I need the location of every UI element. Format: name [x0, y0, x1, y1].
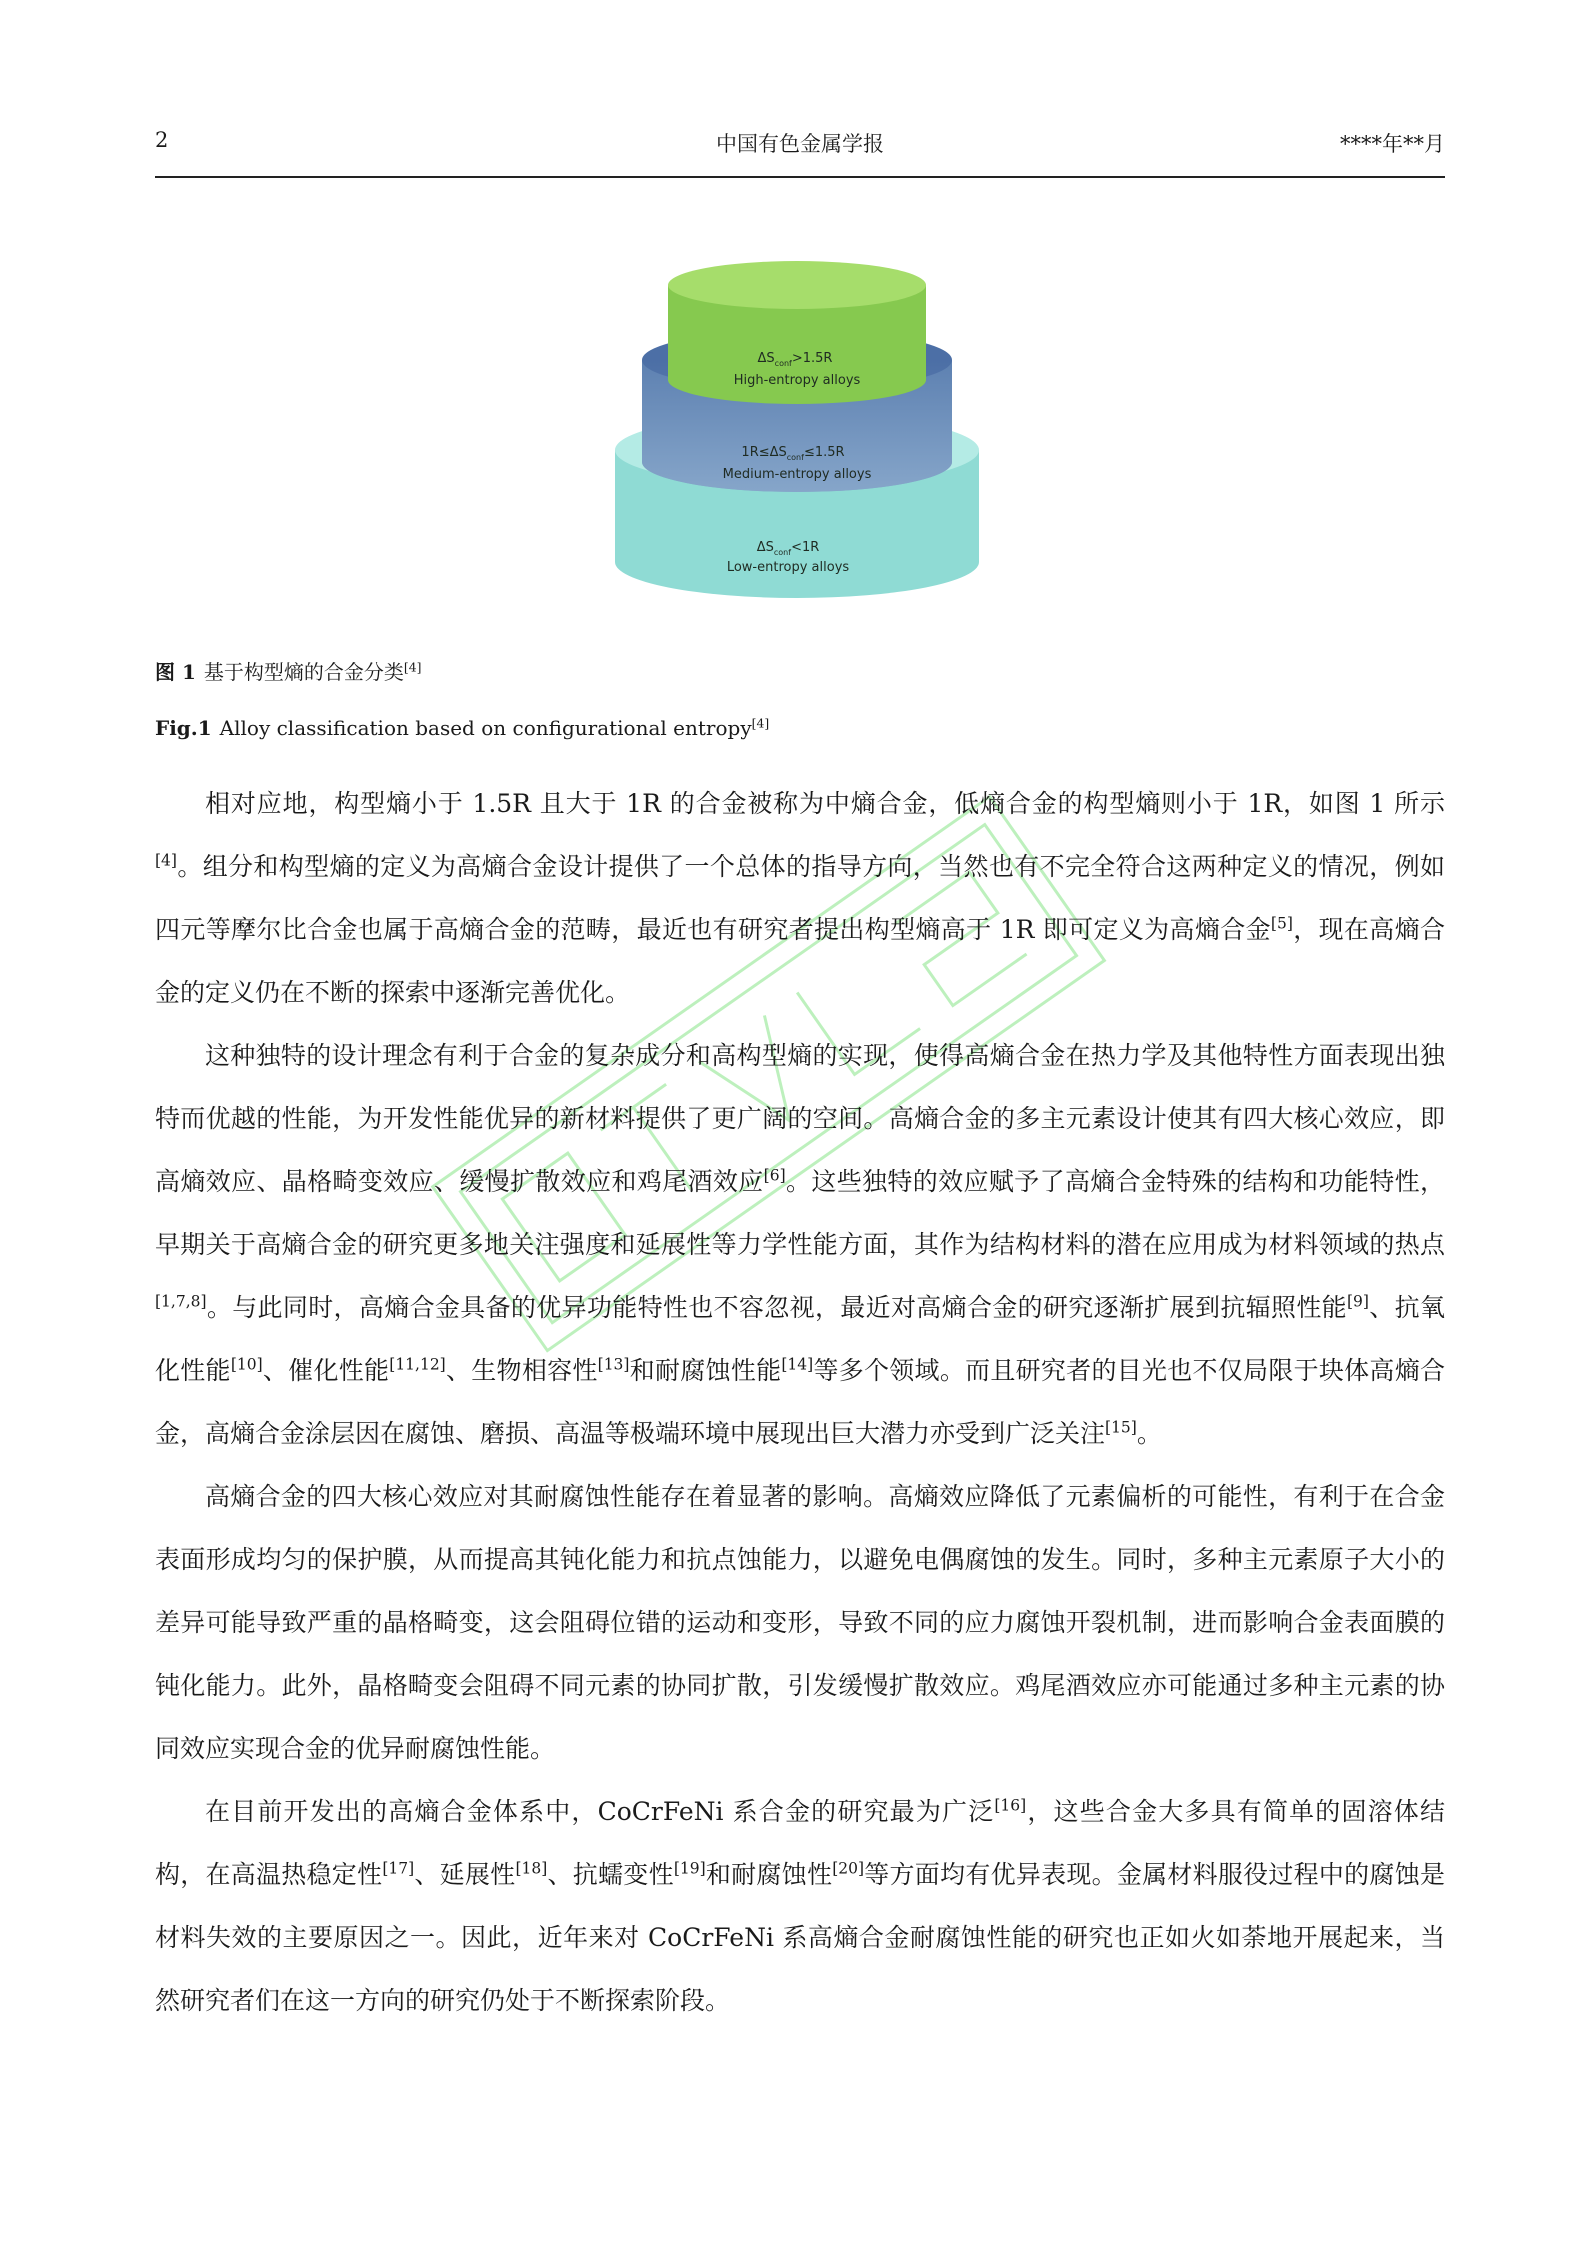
- entropy-classification-figure: [610, 240, 985, 600]
- text-run: 等多个领域。而且研究者的目光也不仅局限于块体高熵合金，高熵合金涂层因在腐蚀、磨损、高温等极端环境中展现出巨大潜力亦受到广泛关注: [155, 1356, 1445, 1448]
- citation-ref: [10]: [230, 1355, 263, 1374]
- citation-ref: [19]: [673, 1859, 706, 1878]
- figure-caption-en: [155, 716, 769, 740]
- citation-ref: [16]: [994, 1796, 1027, 1815]
- caption-en-ref: [4]: [751, 715, 770, 731]
- issue-date: ****年**月: [1340, 132, 1445, 156]
- tier-low-condition: $\Delta S_{conf}<1R$: [756, 540, 820, 557]
- figure-caption-cn: [155, 656, 421, 685]
- citation-ref: [15]: [1105, 1418, 1137, 1437]
- text-run: 这种独特的设计理念有利于合金的复杂成分和高构型熵的实现，使得高熵合金在热力学及其他特性方面表现出独特而优越的性能，为开发性能优异的新材料提供了更广阔的空间。高熵合金的多主元素设计使其有四大核心效应，即高熵效应、晶格畸变效应、缓慢扩散效应和鸡尾酒效应: [155, 1041, 1445, 1196]
- citation-ref: [9]: [1347, 1292, 1369, 1311]
- citation-ref: [17]: [382, 1859, 415, 1878]
- tier-low-label: Low-entropy alloys: [726, 560, 850, 575]
- text-run: 、生物相容性: [445, 1356, 598, 1385]
- paragraph: [155, 1780, 1445, 2032]
- text-run: 在目前开发出的高熵合金体系中，CoCrFeNi 系合金的研究最为广泛: [205, 1797, 995, 1826]
- caption-cn-text: 基于构型熵的合金分类: [203, 660, 404, 684]
- citation-ref: [13]: [597, 1355, 630, 1374]
- running-header: [155, 128, 1445, 162]
- page-number: 2: [155, 128, 169, 152]
- caption-cn-ref: [4]: [403, 659, 422, 675]
- header-rule: [155, 176, 1445, 178]
- citation-ref: [6]: [763, 1166, 786, 1185]
- journal-title: 中国有色金属学报: [716, 132, 884, 156]
- paragraph: [155, 1024, 1445, 1465]
- paragraph: [155, 1465, 1445, 1780]
- text-run: 、抗蠕变性: [547, 1860, 674, 1889]
- text-run: 、延展性: [414, 1860, 516, 1889]
- text-run: 。与此同时，高熵合金具备的优异功能特性也不容忽视，最近对高熵合金的研究逐渐扩展到抗辐照性能: [206, 1293, 1347, 1322]
- text-run: 和耐腐蚀性: [705, 1860, 833, 1889]
- tier-high-condition: $\Delta S_{conf}>1.5R$: [757, 351, 833, 368]
- tier-medium-condition: $1R\le\Delta S_{conf}\le 1.5R$: [741, 445, 845, 462]
- text-run: 。: [1136, 1419, 1162, 1448]
- tier-high-label: High-entropy alloys: [733, 373, 861, 388]
- text-run: 等方面均有优异表现。金属材料服役过程中的腐蚀是材料失效的主要原因之一。因此，近年来对 CoCrFeNi 系高熵合金耐腐蚀性能的研究也正如火如荼地开展起来，当然研究者们在这一方向的研究仍处于不断探索阶段。: [155, 1860, 1445, 2015]
- citation-ref: [1,7,8]: [155, 1292, 207, 1311]
- tier-medium-label: Medium-entropy alloys: [722, 467, 872, 482]
- text-run: 相对应地，构型熵小于 1.5R 且大于 1R 的合金被称为中熵合金，低熵合金的构型熵则小于 1R，如图 1 所示: [205, 789, 1445, 818]
- caption-en-text: Alloy classification based on configurational entropy: [219, 716, 752, 740]
- caption-cn-label: 图 1: [155, 660, 196, 684]
- tiered-cake-diagram: [610, 240, 985, 600]
- text-run: ，现在高熵合金的定义仍在不断的探索中逐渐完善优化。: [155, 915, 1445, 1007]
- citation-ref: [11,12]: [389, 1355, 446, 1374]
- citation-ref: [5]: [1270, 914, 1293, 933]
- caption-en-label: Fig.1: [155, 716, 212, 740]
- text-run: 和耐腐蚀性能: [629, 1356, 782, 1385]
- citation-ref: [18]: [515, 1859, 548, 1878]
- article-body: [155, 772, 1445, 2032]
- text-run: 、抗氧化性能: [155, 1293, 1445, 1385]
- text-run: 。这些独特的效应赋予了高熵合金特殊的结构和功能特性，早期关于高熵合金的研究更多地关注强度和延展性等力学性能方面，其作为结构材料的潜在应用成为材料领域的热点: [155, 1167, 1445, 1259]
- text-run: ，这些合金大多具有简单的固溶体结构，在高温热稳定性: [155, 1797, 1445, 1889]
- citation-ref: [14]: [781, 1355, 814, 1374]
- text-run: 高熵合金的四大核心效应对其耐腐蚀性能存在着显著的影响。高熵效应降低了元素偏析的可能性，有利于在合金表面形成均匀的保护膜，从而提高其钝化能力和抗点蚀能力，以避免电偶腐蚀的发生。同时，多种主元素原子大小的差异可能导致严重的晶格畸变，这会阻碍位错的运动和变形，导致不同的应力腐蚀开裂机制，进而影响合金表面膜的钝化能力。此外，晶格畸变会阻碍不同元素的协同扩散，引发缓慢扩散效应。鸡尾酒效应亦可能通过多种主元素的协同效应实现合金的优异耐腐蚀性能。: [155, 1482, 1445, 1763]
- paragraph: [155, 772, 1445, 1024]
- text-run: 。组分和构型熵的定义为高熵合金设计提供了一个总体的指导方向，当然也有不完全符合这两种定义的情况，例如四元等摩尔比合金也属于高熵合金的范畴，最近也有研究者提出构型熵高于 1R 即可定义为高熵合金: [155, 852, 1445, 944]
- text-run: 、催化性能: [262, 1356, 390, 1385]
- citation-ref: [20]: [832, 1859, 865, 1878]
- citation-ref: [4]: [155, 851, 177, 870]
